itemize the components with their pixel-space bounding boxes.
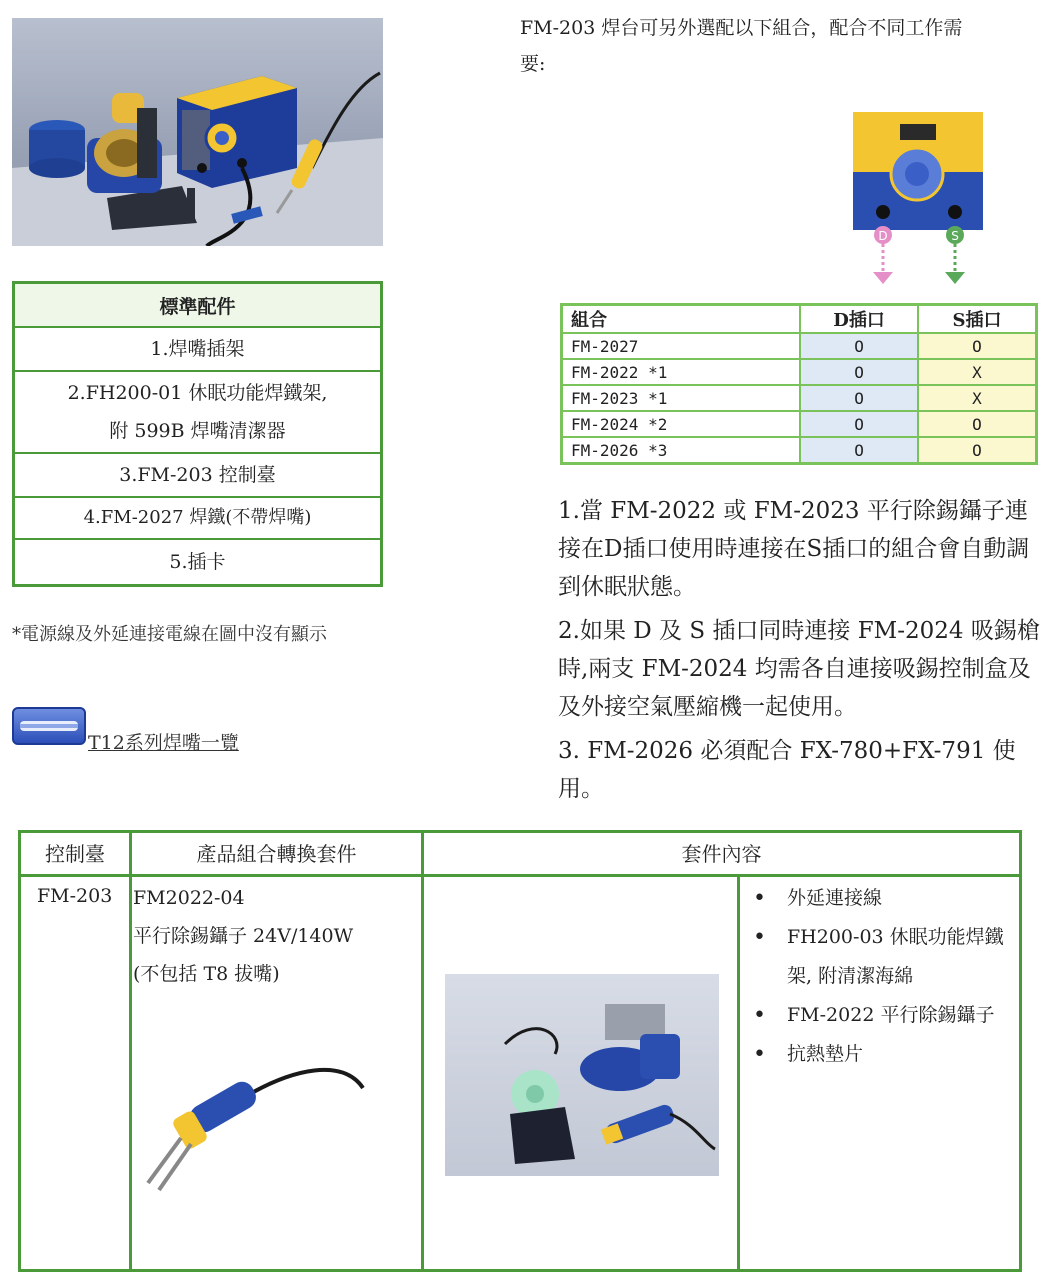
controller-model: FM-203	[37, 885, 113, 907]
cable-note: *電源線及外延連接電線在圖中沒有顯示	[12, 624, 327, 645]
list-item: • FH200-03 休眠功能焊鐵架, 附清潔海綿	[747, 918, 1019, 996]
accessory-item: 3.FM-203 控制臺	[15, 454, 380, 498]
control-unit-photo	[845, 112, 990, 288]
tweezers-photo	[133, 1008, 419, 1248]
d-port-label: D	[878, 229, 888, 243]
combo-name: FM-2022 *1	[562, 359, 801, 385]
accessory-item: 4.FM-2027 焊鐵(不帶焊嘴)	[15, 498, 380, 540]
kit-line: 平行除錫鑷子 24V/140W	[133, 925, 354, 947]
combo-d: O	[800, 333, 918, 359]
combo-header-s: S插口	[918, 305, 1037, 334]
combo-d: O	[800, 411, 918, 437]
tip-icon[interactable]	[12, 707, 86, 745]
combo-s: X	[918, 359, 1037, 385]
header-kit: 產品組合轉換套件	[196, 842, 357, 866]
accessory-item-line: 附 599B 焊嘴清潔器	[109, 420, 286, 442]
accessories-header: 標準配件	[15, 284, 380, 328]
table-row	[562, 411, 1037, 437]
combo-s: O	[918, 411, 1037, 437]
combo-d: O	[800, 385, 918, 411]
combo-name: FM-2023 *1	[562, 385, 801, 411]
combo-name: FM-2026 *3	[562, 437, 801, 464]
intro-text: FM-203 焊台可另外選配以下組合，配合不同工作需要:	[520, 17, 963, 75]
soldering-station-photo	[12, 18, 383, 246]
accessory-item-line: 2.FH200-01 休眠功能焊鐵架,	[67, 382, 328, 404]
accessory-item	[15, 372, 380, 454]
combo-d: O	[800, 359, 918, 385]
combo-s: O	[918, 437, 1037, 464]
list-item: • 抗熱墊片	[747, 1035, 1019, 1074]
combo-header-d: D插口	[800, 305, 918, 334]
combo-name: FM-2024 *2	[562, 411, 801, 437]
t12-tip-list-link[interactable]: T12系列焊嘴一覽	[88, 732, 239, 754]
standard-accessories-table	[12, 281, 383, 587]
combo-s: O	[918, 333, 1037, 359]
usage-note: 1.當 FM-2022 或 FM-2023 平行除錫鑷子連接在D插口使用時連接在S插口的組合會自動調到休眠狀態。	[558, 498, 1030, 600]
combo-header-combo: 組合	[562, 305, 801, 334]
s-port-label: S	[951, 229, 959, 243]
usage-note: 2.如果 D 及 S 插口同時連接 FM-2024 吸錫槍時,兩支 FM-2024 均需各自連接吸錫控制盒及及外接空氣壓縮機一起使用。	[558, 618, 1040, 720]
table-row	[562, 333, 1037, 359]
accessory-item: 1.焊嘴插架	[15, 328, 380, 372]
accessory-item: 5.插卡	[169, 551, 226, 573]
header-controller: 控制臺	[45, 842, 105, 866]
usage-notes	[558, 492, 1050, 814]
table-row	[562, 385, 1037, 411]
kit-contents-list	[747, 879, 1019, 1074]
combo-name: FM-2027	[562, 333, 801, 359]
kit-line: FM2022-04	[133, 887, 245, 909]
header-contents: 套件內容	[681, 842, 762, 866]
combo-table	[560, 303, 1038, 465]
combo-d: O	[800, 437, 918, 464]
table-row	[562, 359, 1037, 385]
kit-contents-photo	[445, 974, 719, 1176]
table-row	[562, 437, 1037, 464]
list-item: • FM-2022 平行除錫鑷子	[747, 996, 1019, 1035]
conversion-kit-table	[18, 830, 1022, 1272]
kit-description	[133, 879, 419, 993]
kit-line: (不包括 T8 拔嘴)	[133, 963, 280, 985]
usage-note: 3. FM-2026 必須配合 FX-780+FX-791 使用。	[558, 738, 1016, 802]
combo-s: X	[918, 385, 1037, 411]
list-item: • 外延連接線	[747, 879, 1019, 918]
